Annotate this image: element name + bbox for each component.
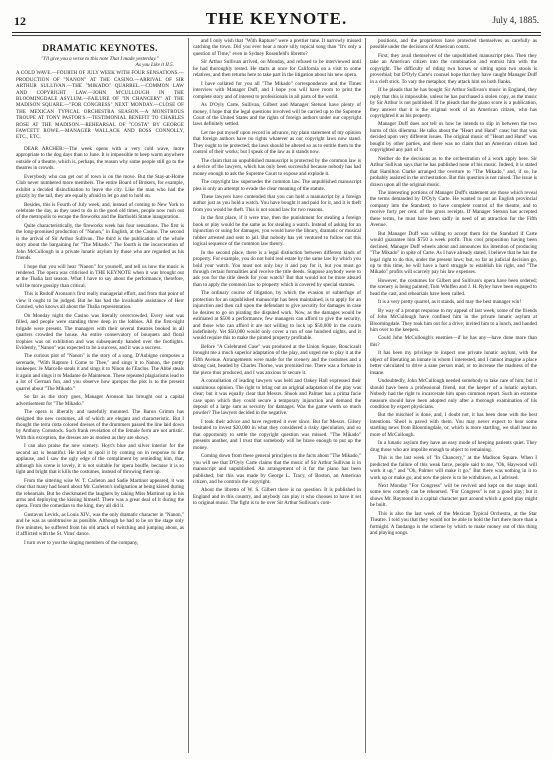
paragraph: Everybody who can get out of town is on the move. But the Stay-at-Home Club never numbered more members. The entire Board of Brokers, for example, exhibit a decided disinclination to leave the city. Like the man who had the grizzly by the tail, they are equally afraid to let go and to hold on.: [16, 173, 184, 200]
paragraph: The claim that an unpublished manuscript is protected by the common law is a device of the lawyers, which has only been successful because nobody has had money enough to ask the Supreme Court to expose and explode it.: [193, 157, 361, 177]
paragraph: Could John McCullough's enemies—if he has any—have done more than this?: [370, 335, 537, 348]
column-1-body: [16, 146, 184, 546]
paragraph: Quite characteristically, the fireworks week has four sensations. The first is the long-promised production of "Nanon," in English, at the Casino. The second is the arrival of Sir Arthur Sullivan. The third is the publication of the whole story about the bargaining for "The Mikado." The fourth is the incarceration of John McCullough in a private lunatic asylum by those who are regarded as his friends.: [16, 222, 184, 262]
paragraph: The ordinary course of litigation, by which the evasion or subterfuge of protection for an unpublished manuscript has been maintained, is to apply for an injunction and then call upon the defendant to give security for damages in case he desires to go on pirating the disputed work. Now, as the damages would be estimated at $500 a performance, few managers can afford to give the security, and those who can afford it are not willing to lock up $50,000 in the courts indefinitely. Yet $50,000 would only cover a run of one hundred nights, and it would require this to make the pirated property profitable.: [193, 290, 361, 342]
column-3: [365, 38, 541, 753]
paragraph: A consultation of leading lawyers was held and Oakey Hall expressed their unanimous opinion. The right to bring out an original adaptation of the play was clear; but it was equally clear that Messrs. Shook and Palmer has a prima facie case upon which they could secure a temporary injunction and demand the deposit of a large sum as security for damages. Was the game worth so much powder? The lawyers decided in the negative.: [193, 378, 361, 417]
columns: [12, 38, 541, 753]
paragraph: In a lunatic asylum they have an easy mode of keeping patients quiet. They drug those who are impolite enough to object to remaining.: [370, 440, 537, 453]
masthead: [12, 6, 541, 33]
page-number: 12: [14, 14, 26, 28]
paragraph: I hope that you will hear "Nanon" for yourself, and tell us how the music is rendered. The opera was criticised in THE KEYNOTE when it was brought out at the Thalia last season. What I have to say about the performance, therefore, will be more gossipy than critical.: [16, 263, 184, 289]
paragraph: If he pleads that he has bought Sir Arthur Sullivan's music in England, they reply that this is impossible, unless he has purchased a stolen copy, as the music by Sir Arthur is not published. If he pleads that the piano score is a publication, they answer that it is the original work of an American citizen, who has copyrighted it as his property.: [370, 87, 537, 119]
paragraph: It has been my privilege to inspect one private lunatic asylum, with the object of liberating an inmate in whom I interested, and I cannot imagine a place better calculated to drive a sane person mad, or to increase the madness of the insane.: [370, 350, 537, 376]
paragraph: Gustavus Levick, as Louis XIV., was the only dramatic character in "Nanon," and he was as unobtrusive as possible. Although he had to be on the stage only five minutes, he suffered from his old attack of twitching and jumping about, as if afflicted with the St. Vitus' dance.: [16, 511, 184, 538]
paragraph: In the first place, if it were true, then the punishment for stealing a foreign book or play would be the same as for stealing a watch. Instead of asking for an injunction or suing for damages, you would have the library, dramatic or musical robber arrested and sent to jail. But nobody has yet ventured to follow out this logical sequence of the common law theory.: [193, 215, 361, 248]
column-2-body: [193, 38, 361, 507]
paragraph: Undoubtedly, John McCullough needed somebody to take care of him; but it should have been a professional friend, not the keeper of a lunatic asylum. Nobody had the right to incarcerate him upon common report. Such an extreme measure should have been adopted only after a thorough examination of his condition by expert physicians.: [370, 378, 537, 411]
paragraph: About the libretto of W. S. Gilbert there is no question. It is published in England and in this country, and anybody can play it who chooses to have it set to original music. The fight is to be over Sir Arthur Sullivan's com-: [193, 487, 361, 507]
epigraph: "I'll give you a verse to this note That I made yesterday.": [41, 56, 159, 62]
paragraph: However, the costumes for Gilbert and Sullivan's opera have been ordered; the scenery is being painted; Tom Whiffen and J. H. Ryley have been engaged to head the cast, and rehearsals have been called.: [370, 277, 537, 297]
publication-title: THE KEYNOTE.: [205, 9, 348, 28]
header-rule: [12, 35, 541, 36]
paragraph: Let me put myself upon record in advance, my plain statement of my opinion that foreign authors have no rights whatever as our copyright laws now stand. They ought to be protected; the laws should be altered so as to entitle them to the control of their works; but I speak of the law as it stands now.: [193, 129, 361, 156]
paragraph: positions, and the proprietors have protected themselves as carefully as possible under the decisions of American courts.: [370, 38, 537, 51]
epigraph-attribution: As you Like it II.5.: [135, 62, 174, 69]
paragraph: As D'Oyly Carte, Sullivan, Gilbert and Manager Stetson have plenty of money, I hope that the legal questions involved will be carried up to the Supreme Court of the United States and the rights of foreign authors under our copyright laws definitely settled.: [193, 102, 361, 128]
paragraph: By way of a prompt response to my appeal of last week, some of the friends of John McCullough have confined him in the private lunatic asylum at Bloomingdale. They took him out for a drive; invited him to a lunch, and handed him over to the keepers.: [370, 307, 537, 334]
paragraph: DEAR ARCHER:—The week opens with a very cold wave, more appropriate to the dog days than to June. It is impossible to keep warm anywhere outside of a theatre, which is, perhaps, the reason why some people still go to the theatres in crowds.: [16, 145, 184, 172]
paragraph: This is also the last week of the Mexican Typical Orchestra, at the Star Theatre. I told you that they would not be able to hold the fort there more than a fortnight. A fandango is the scheme by which to make money out of this thing and playing songs.: [370, 510, 537, 537]
paragraph: Next Monday "For Congress" will be revived and kept on the stage until some new comedy can be rehearsed. "For Congress" is not a good play; but it shows Mr. Raymond in a capital character part around which a good play might be built.: [370, 483, 537, 509]
paragraph: But the mischief is done, and, I doubt not, it has been done with the best intentions. Sheol is paved with them. You may never expect to hear some startling news from Bloomingdale, or, which is more startling, we shall hear no more of McCullough.: [370, 412, 537, 438]
paragraph: So far as the story goes, Manager Aronson has brought out a capital advertisement for "The Mikado.": [16, 394, 184, 407]
article-summary: A COLD WAVE.—FOURTH OF JULY WEEK WITH FOUR SENSATIONS.—PRODUCTION OF "NANON" AT THE CASINO.—ARRIVAL OF SIR ARTHUR SULLIVAN.—THE "MIKADO" QUARREL.—COMMON LAW AND COPYRIGHT LAW.—JOHN M'CULLOUGH IN THE BLOOMINGDALE ASYLUM.—FAILURE OF "IN CHANCERY" AT THE MADISON SQUARE.—"FOR CONGRESS" NEXT MONDAY.—CLOSE OF THE MEXICAN TYPICAL ORCHESTRA SEASON.—A MONSTROUS TROUPE AT TONY PASTOR'S.—TESTIMONIAL BENEFIT TO CHARLES ROSE AT THE MADISON.—REHEARSAL OF "COSTA" BY GEORGE FAWCETT ROWE.—MANAGER WALLACK AND BOSS CONNOLLY, ETC., ETC.: [16, 71, 184, 141]
paragraph: Neither do the decisions as to the orchestration of a work apply here. Sir Arthur Sullivan says that he has published none of his music. Indeed, it is stated that Hamilton Clarke arranged the overture to "The Mikado," and, if so, he probably assisted in the orchestration. But this question is not raised. The issue is drawn upon all the original music.: [370, 155, 537, 188]
paragraph: Besides, this is Fourth of July week, and, instead of coming to New York to celebrate the day, as they used to do in the good old times, people now rush out of the metropolis to escape the fireworks and the Bartholdi Statue inauguration.: [16, 201, 184, 221]
paragraph: These lawyers have contended that you can hold a manuscript by a foreign author just as you hold a watch. You have bought it and paid for it, and it is theft from you would be theft. This is not sound law for two reasons.: [193, 193, 361, 213]
paragraph: The copyright law supersedes the common law. The unpublished manuscript plea is only an attempt to evade the clear meaning of the statute.: [193, 179, 361, 192]
newspaper-page: [12, 6, 541, 755]
paragraph: Manager Duff does not tell us how he intends to slip in between the two horns of this dilemma. He talks about the "Heart and Hand" case; but that was decided upon very different issues. The original music of "Heart and Hand" was bought by other parties, and there was no claim that an American citizen had copyrighted any part of it.: [370, 121, 537, 154]
paragraph: On Monday night the Casino was literally overcrowded. Every seat was filled, and people were standing three deep in the lobbies. All the first-night brigade were present. The managers with their several theatres booked in all quarters crowded the house. An entire conservatory of bouquets and floral trophies was on exhibition and was subsequently handed over the footlights. Evidently, "Nanon" was expected to be a success, and it was a success.: [16, 312, 184, 352]
column-1: [12, 38, 188, 753]
paragraph: From the sittering wise W. T. Carleton and Sadie Martinot appeared, it was clear that many had heard about Mr. Carleton's indignation at being kissed during the rehearsals. But he checkmated the laughers by taking Miss Martinot up in his arms and deploying the kissing himself. There was a great deal of it during the opera. From the comedian to the king, they all did it.: [16, 477, 184, 510]
paragraph: I turn over to you the singing members of the company,: [24, 539, 139, 546]
paragraph: First, they avail themselves of the unpublished manuscript plea. Then they take an American citizen into the combination and entrust him with the copyright. The difficulty of riding two horses or sitting upon two stools is proverbial; but D'Oyly Carte's counsel hope that they have caught Manager Duff in a cleft stick. To vary the metaphor, they attack him on both flanks.: [370, 52, 537, 85]
column-3-body: [370, 38, 537, 537]
paragraph: It is a very pretty quarrel, as it stands, and may the best manager win!: [378, 299, 522, 306]
article-headline: DRAMATIC KEYNOTES.: [42, 44, 158, 54]
paragraph: Coming down from these general principles to the facts about "The Mikado," you will see that D'Oyly Carte claims that the music of Sir Arthur Sullivan is in manuscript and unpublished. An arrangement of it for the piano has been published; but this was made by George L. Tracy, of Boston, an American citizen, and he controls the copyright.: [193, 453, 361, 485]
paragraph: The opera is liberally and tastefully mounted. The Baron Grimm has designed the new costumes, all of which are elegant and characteristic. But I thought the terra cotta colored dresses of the drummers passed the line laid down by Anthony Comstock. Such frank revelation of the female form are not artistic. With this exception, the dresses are as modest as they are showy.: [16, 409, 184, 441]
paragraph: I took their advice and have regretted it ever since. But for Messrs. Gilsey hesitated to invest $20,000 in what they considered a risky speculation, and so that opportunity to settle the copyright question was missed. "The Mikado" presents another, and I trust that somebody will be brave enough to put up the money.: [193, 418, 361, 451]
paragraph: The curious plot of "Nanon" is the story of a song, D'Aubigne composes a serenade, "With Rapture I Come to Thee," and sings it to Nanon, the pretty innkeeper. Je Marcelle steals it and sings it to Ninon de l'Enclos. The Abbé steals it again and sings it to Madame de Maintenon. These repeated plagiarisms lead to a lot of German fun, and you observe how apropos the plot is to the present quarrel about "The Mikado.": [16, 353, 184, 392]
paragraph: Sir Arthur Sullivan arrived, on Monday, and refused to be interviewed until he had thoroughly rested. He starts at once for California on a visit to some relatives, and then returns here to take part in the litigation about his new opera.: [193, 59, 361, 79]
paragraph: I have collated for you all "The Mikado" correspondence and the Times interview with Manager Duff, and I hope you will have room to print the complete story and of interest to professionals in all parts of the world.: [193, 80, 361, 100]
paragraph: This is the last week of "In Chancery," at the Madison Square. When I predicted the failure of this weak farce, people said to me, "Oh, Haywood will work it up," and "Oh, Palmer will make it go." But there was nothing in it to work up or make go, and now the piece is to be withdrawn, as I advised.: [370, 455, 537, 481]
paragraph: The interesting portions of Manager Duff's statement are those which reveal the terms demanded by D'Oyly Carte. He wanted to put an English provincial company into the Standard; to have complete control of the theatre, and to receive forty per cent. of the gross receipts. If Manager Stetson has accepted these terms, he must have been sadly in need of an attraction for the Fifth Avenue.: [370, 189, 537, 229]
paragraph: I can also praise the new scenery. Hoyt's blue and silver interior for the second act is beautiful. He tried to spoil it by coming on in response to the applause, and I saw the ugly edge of the compliment by reminding him, that, although his scene is lovely, it is not suitable for opera bouffe, because it is so light and bright that it kills the costumes, instead of throwing them up.: [16, 443, 184, 476]
paragraph: But Manager Duff was willing to accept them for the Standard if Carte would guarantee him $750 a week profit. This cool proposition having been declined, Manager Duff wheels about and announces his intention of producing "The Mikado" in spite of Carte. As I have already stated, I believe that he has the legal right to do this, under the present laws; but, so far as judicial decision go, up to this time, he will have a hard struggle to establish his right, and "The Mikado" profits will scarcely pay his law expenses.: [370, 230, 537, 276]
column-2: [188, 38, 365, 753]
paragraph: In the second place, there is a legal distinction between different kinds of property. For example, you do not hold real estate by the same law by which you hold your watch. You must not only buy it and pay for it, but you must go through certain formalities and receive the title deeds. Suppose anybody were to ask you for the title deeds for your watch? But that would not be more absurd than to apply the common law to property which is covered by special statutes.: [193, 249, 361, 288]
issue-date: July 4, 1885.: [492, 15, 539, 25]
paragraph: This is Rudolf Aronson's first really managerial effort, and from that point of view it ought to be judged. But he has had the invaluable assistance of Herr Conried, who knows all about the Thalia representation.: [16, 291, 184, 311]
paragraph: Before "A Celebrated Case" was produced at the Union Square, Boucicault brought me a much superior adaptation of the play, and urged me to play it at the Fifth Avenue. Arrangements were made for the scenery and the costumes and a strong cast, headed by Charles Thorne, was promised me. There was a fortune in the piece thus produced, and I was anxious to secure it.: [193, 343, 361, 376]
paragraph: and I only wish that "With Rapture" were a prettier tune. It narrowly missed catching the town. Did you ever hear a more silly topical song than "It's only a question of Time," even in Sydney Rosenfeld's libretto?: [193, 38, 361, 57]
